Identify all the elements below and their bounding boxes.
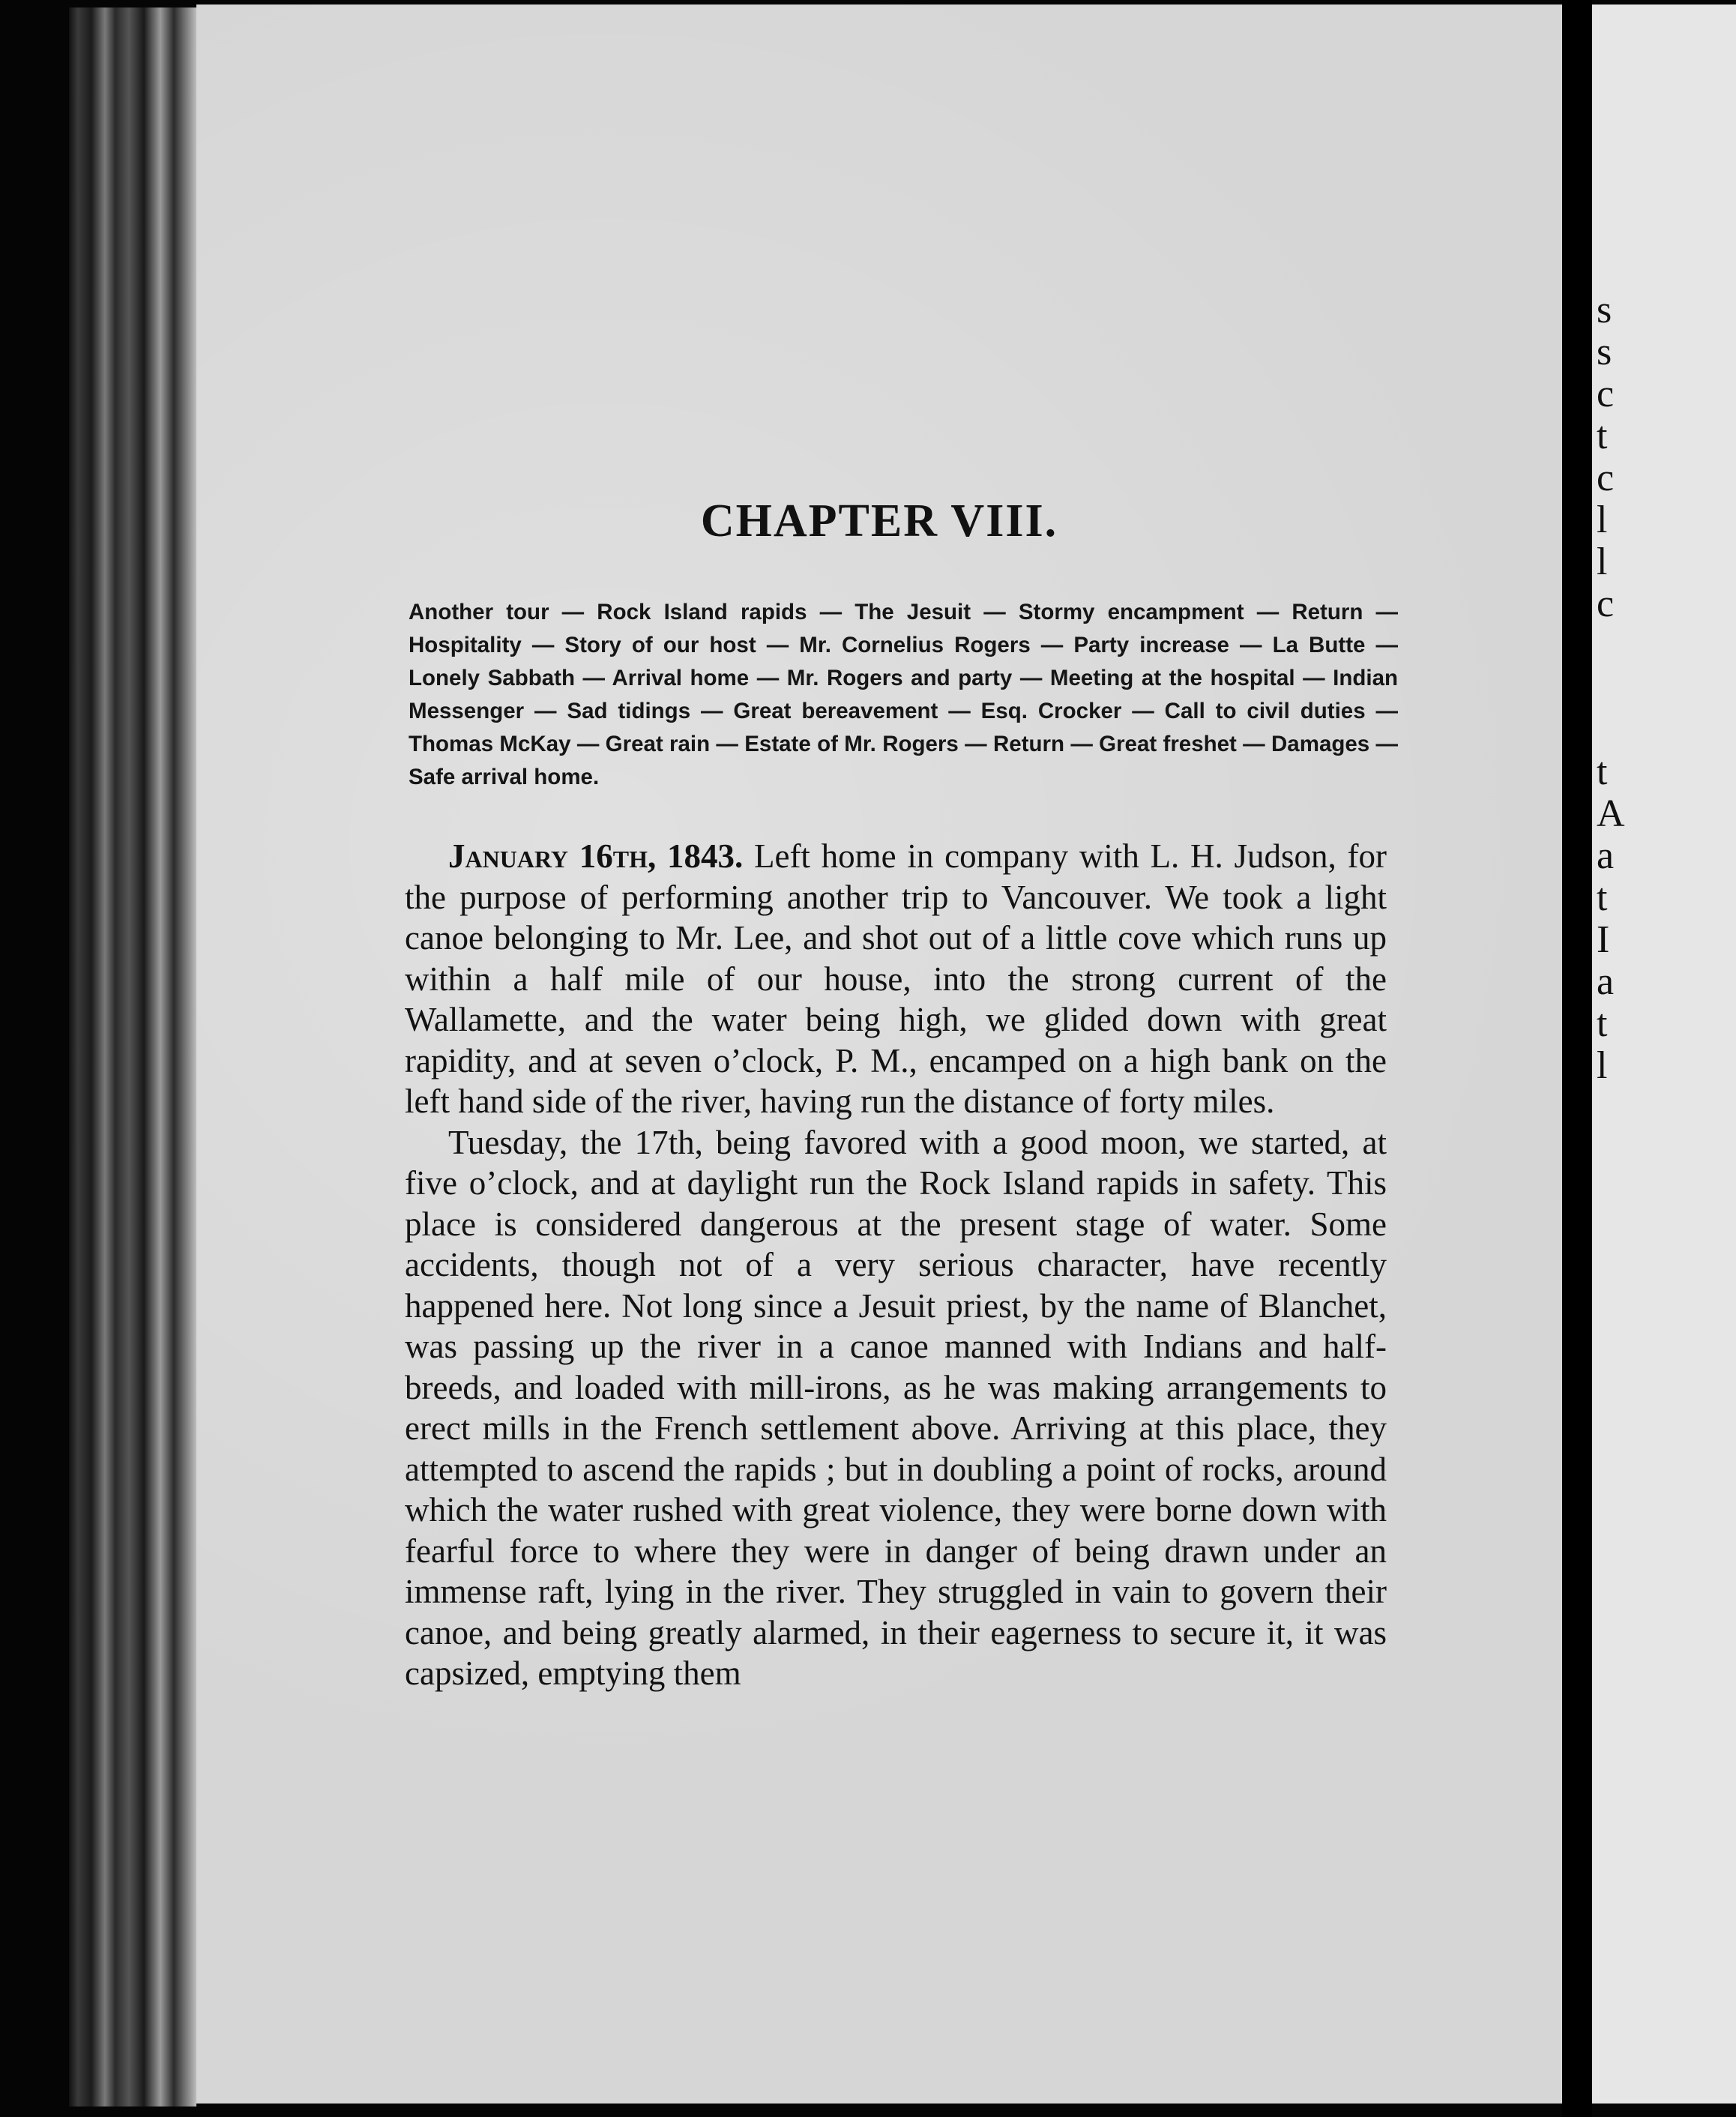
chapter-synopsis: Another tour — Rock Island rapids — The Jesuit — Stormy encampment — Return — Hospitality — Story of our host — Mr. Cornelius Rogers — Party increase — La Butte — Lonely Sabbath — Arrival home — Mr. Rogers and party — Meeting at the hospital — Indian Messenger — Sad tidings — Great bereavement — Esq. Crocker — Call to civil duties — Thomas McKay — Great rain — Estate of Mr. Rogers — Return — Great freshet — Damages — Safe arrival home. — [409, 600, 1398, 789]
body-text — [405, 836, 1387, 1694]
adjacent-page-text: s s c t c l l c t A a t I a t l — [1597, 289, 1625, 1087]
book-spine-edge — [69, 7, 196, 2107]
entry-date: January 16th, 1843. — [448, 837, 744, 875]
chapter-title: CHAPTER VIII. — [700, 496, 1058, 546]
page-gutter — [1562, 0, 1592, 2117]
paragraph-1 — [405, 836, 1387, 1122]
paragraph-2: Tuesday, the 17th, being favored with a good moon, we started, at five o’clock, and at daylight run the Rock Island rapids in safety. This place is considered dangerous at the present stage of water. Some accidents, though not of a very serious character, have recently happened here. Not long since a Jesuit priest, by the name of Blanchet, was passing up the river in a canoe manned with Indians and half-breeds, and loaded with mill-irons, as he was making arrangements to erect mills in the French settlement above. Arriving at this place, they attempted to ascend the rapids ; but in doubling a point of rocks, around which the water rushed with great violence, they were borne down with fearful force to where they were in danger of being drawn under an immense raft, lying in the river. They struggled in vain to govern their canoe, and being greatly alarmed, in their eagerness to secure it, it was capsized, emptying them — [405, 1123, 1387, 1692]
adjacent-page — [1592, 4, 1736, 2104]
paragraph-1-text: Left home in company with L. H. Judson, for the purpose of performing another trip to Vancouver. We took a light canoe belonging to Mr. Lee, and shot out of a little cove which runs up within a half mile of our house, into the strong current of the Wallamette, and the water being high, we glided down with great rapidity, and at seven o’clock, P. M., encamped on a high bank on the left hand side of the river, having run the distance of forty miles. — [405, 837, 1387, 1120]
